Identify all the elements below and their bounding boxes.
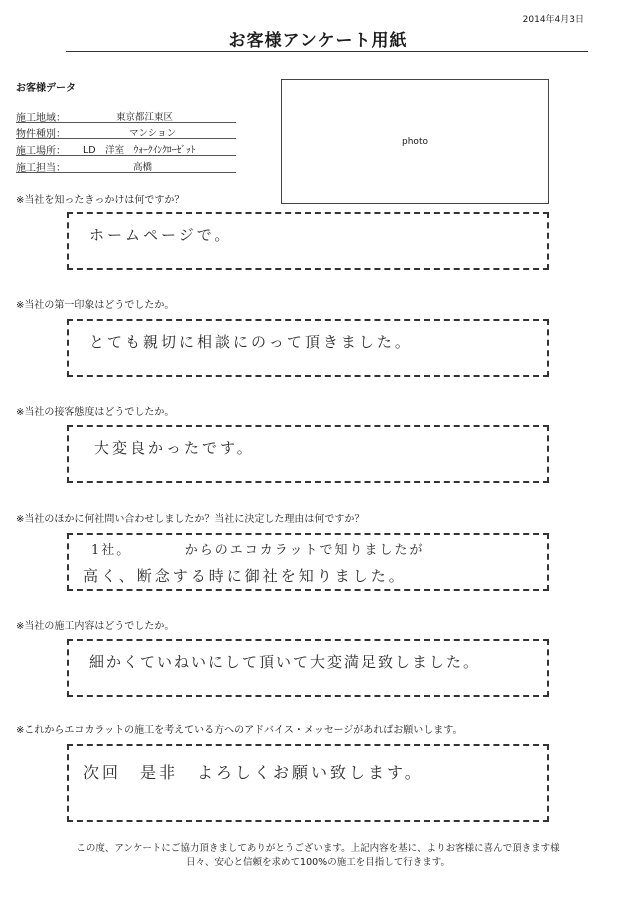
answer-box-5	[67, 639, 549, 697]
title-underline	[66, 51, 588, 52]
row-label: 施工地域：	[16, 113, 66, 124]
answer-text: 次回 是非 よろしくお願い致します。	[83, 763, 424, 782]
photo-label: photo	[402, 137, 428, 147]
row-label: 施工場所：	[16, 146, 66, 157]
customer-row-property-type	[16, 124, 236, 140]
question-5: ※当社の施工内容はどうでしたか。	[16, 621, 175, 632]
question-3: ※当社の接客態度はどうでしたか。	[16, 407, 175, 418]
answer-box-6	[67, 744, 549, 822]
question-2: ※当社の第一印象はどうでしたか。	[16, 300, 175, 311]
row-value: マンション	[129, 128, 177, 139]
footer-line-1: この度、アンケートにご協力頂きましてありがとうございます。上記内容を基に、よりお客様に喜んで頂きます様	[76, 843, 560, 854]
row-underline	[16, 172, 236, 173]
answer-text: 大変良かったです。	[94, 439, 255, 457]
answer-text: ホームページで。	[89, 226, 233, 244]
customer-row-area	[16, 108, 236, 124]
customer-row-location	[16, 141, 236, 157]
row-underline	[16, 155, 236, 156]
row-label: 物件種別：	[16, 129, 66, 140]
customer-data-heading: お客様データ	[16, 83, 76, 94]
row-underline	[16, 122, 236, 123]
answer-text: 細かくていねいにして頂いて大変満足致しました。	[89, 653, 481, 671]
footer-line-2: 日々、安心と信頼を求めて100%の施工を目指して行きます。	[186, 857, 450, 868]
row-value: LD 洋室 ｳｫｰｸｲﾝｸﾛｰｾﾞｯﾄ	[83, 145, 196, 156]
photo-placeholder	[281, 79, 549, 204]
answer-box-4	[67, 533, 549, 591]
row-value: 高橋	[133, 162, 153, 173]
row-underline	[16, 138, 236, 139]
answer-text: 1社。 からのエコカラットで知りましたが	[91, 543, 425, 558]
question-1: ※当社を知ったきっかけは何ですか？	[16, 195, 185, 206]
row-label: 施工担当：	[16, 163, 66, 174]
question-6: ※これからエコカラットの施工を考えている方へのアドバイス・メッセージがあればお願いします。	[16, 725, 463, 736]
answer-box-1	[67, 212, 549, 270]
answer-text: 高く、断念する時に御社を知りました。	[83, 567, 407, 585]
row-value: 東京都江東区	[116, 112, 174, 123]
answer-text: とても親切に相談にのって頂きました。	[89, 333, 413, 351]
answer-box-2	[67, 319, 549, 377]
customer-row-staff	[16, 158, 236, 174]
answer-box-3	[67, 425, 549, 483]
survey-date: 2014年4月3日	[522, 15, 584, 25]
page-title: お客様アンケート用紙	[228, 31, 408, 51]
question-4: ※当社のほかに何社問い合わせしましたか？当社に決定した理由は何ですか？	[16, 514, 365, 525]
